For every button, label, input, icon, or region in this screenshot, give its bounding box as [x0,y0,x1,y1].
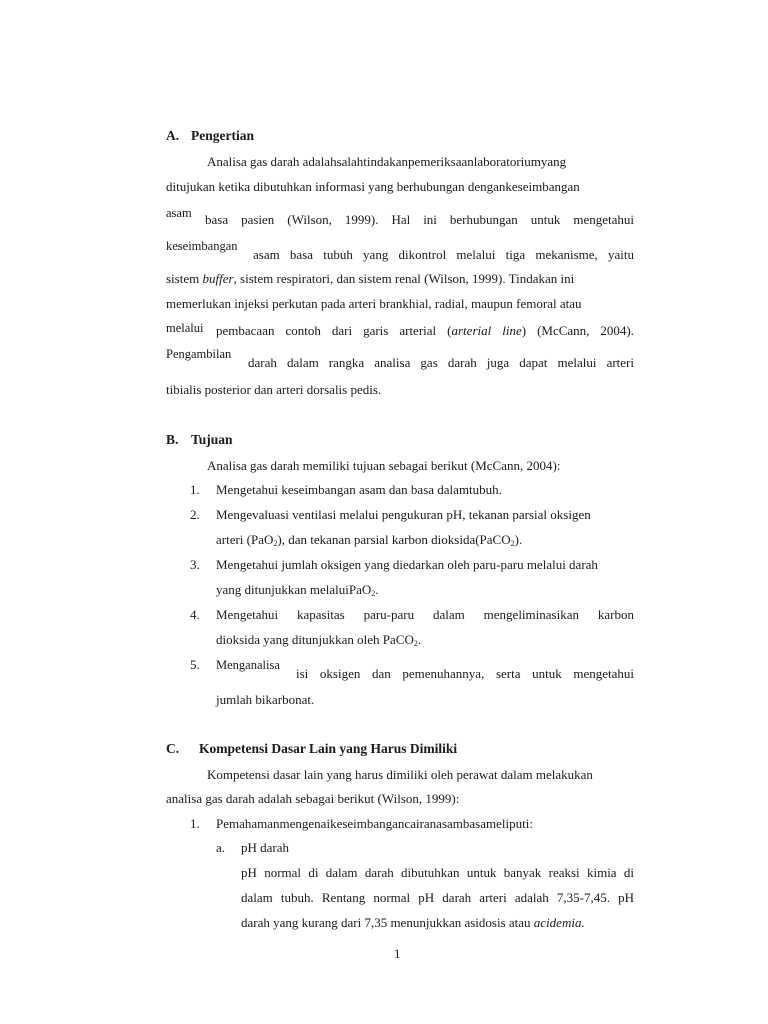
section-a-line-1: Analisa gas darah adalahsalahtindakanpemeriksaanlaboratoriumyang [207,154,567,169]
text-pao2-prefix: arteri (PaO [216,532,274,547]
section-b-intro: Analisa gas darah memiliki tujuan sebagai berikut (McCann, 2004): [207,458,561,473]
section-a-line-8-word: Pengambilan [166,347,232,361]
list-item-3-number: 3. [190,557,200,572]
text-sistem: sistem [166,271,203,286]
section-c-letter: C. [166,741,180,756]
section-c-line-1: Kompetensi dasar lain yang harus dimiliki oleh perawat dalam melakukan [207,767,593,782]
subscript: 2 [273,539,278,548]
section-c-item-1-number: 1. [190,816,200,831]
section-a-line-7-word: melalui [166,321,204,335]
ph-paragraph-line-2: dalam tubuh. Rentang normal pH darah arteri adalah 7,35-7,45. pH [241,890,634,905]
section-b-letter: B. [166,432,179,447]
list-item-4-line-1: Mengetahui kapasitas paru-paru dalam mengeliminasikan karbon [216,607,634,622]
text-suffix: . [375,582,379,597]
list-item-3-line-1: Mengetahui jumlah oksigen yang diedarkan oleh paru-paru melalui darah [216,557,598,572]
section-a-line-7 [216,323,634,339]
section-a-line-3-word: asam [166,206,192,220]
section-a-line-3: basa pasien (Wilson, 1999). Hal ini berhubungan untuk mengetahui [205,212,634,227]
text-buffer-italic: buffer [202,271,234,286]
subscript: 2 [413,639,418,648]
page-number: 1 [394,946,401,961]
section-a-line-2: ditujukan ketika dibutuhkan informasi yang berhubungan dengankeseimbangan [166,179,580,194]
section-a-line-6: memerlukan injeksi perkutan pada arteri brankhial, radial, maupun femoral atau [166,296,582,311]
text-sistem-rest: , sistem respiratori, dan sistem renal (Wilson, 1999). Tindakan ini [233,271,575,286]
text-suffix: . [417,632,422,647]
list-item-2-line-1: Mengevaluasi ventilasi melalui pengukuran pH, tekanan parsial oksigen [216,507,591,522]
text-pembacaan: pembacaan contoh dari garis arterial ( [216,323,452,338]
list-item-5-line-1: isi oksigen dan pemenuhannya, serta untuk mengetahui [296,666,634,681]
section-a-line-5 [166,271,574,287]
section-a-letter: A. [166,128,180,143]
list-item-5-line-2: jumlah bikarbonat. [216,692,315,707]
section-c-title: Kompetensi Dasar Lain yang Harus Dimiliki [199,741,458,756]
list-item-1-text: Mengetahui keseimbangan asam dan basa dalamtubuh. [216,482,502,497]
list-item-1-number: 1. [190,482,200,497]
list-item-4-number: 4. [190,607,200,622]
section-a-line-8: darah dalam rangka analisa gas darah juga dapat melalui arteri [248,355,634,370]
text-asidosis: darah yang kurang dari 7,35 menunjukkan asidosis atau [241,915,534,930]
list-item-5-number: 5. [190,657,200,672]
section-b-title: Tujuan [191,432,233,447]
section-c-item-1-text: Pemahamanmengenaikeseimbangancairanasambasameliputi: [216,816,533,831]
subscript: 2 [510,539,515,548]
text-pao2-prefix: yang ditunjukkan melaluiPaO [216,582,372,597]
section-c-line-2: analisa gas darah adalah sebagai berikut (Wilson, 1999): [166,791,460,806]
text-paco2-prefix: dioksida yang ditunjukkan oleh PaCO [216,632,414,647]
section-c-sub-a-letter: a. [216,840,226,855]
ph-paragraph-line-1: pH normal di dalam darah dibutuhkan untuk banyak reaksi kimia di [241,865,634,880]
list-item-4-line-2 [216,632,421,648]
section-a-line-4: asam basa tubuh yang dikontrol melalui tiga mekanisme, yaitu [253,247,634,262]
section-a-line-4-word: keseimbangan [166,239,238,253]
list-item-5-word: Menganalisa [216,658,280,672]
text-acidemia-italic: acidemia. [533,915,585,930]
section-a-title: Pengertian [191,128,254,143]
subscript: 2 [371,589,376,598]
section-a-line-9: tibialis posterior dan arteri dorsalis pedis. [166,382,382,397]
list-item-3-line-2 [216,582,379,598]
text-mccann: ) (McCann, 2004). [521,323,635,338]
list-item-2-line-2 [216,532,522,548]
text-arterial-line-italic: arterial line [451,323,522,338]
text-paco2-prefix: ), dan tekanan parsial karbon dioksida(PaCO [277,532,511,547]
list-item-2-number: 2. [190,507,200,522]
section-c-sub-a-title: pH darah [241,840,290,855]
ph-paragraph-line-3 [241,915,585,931]
text-suffix: ). [514,532,523,547]
